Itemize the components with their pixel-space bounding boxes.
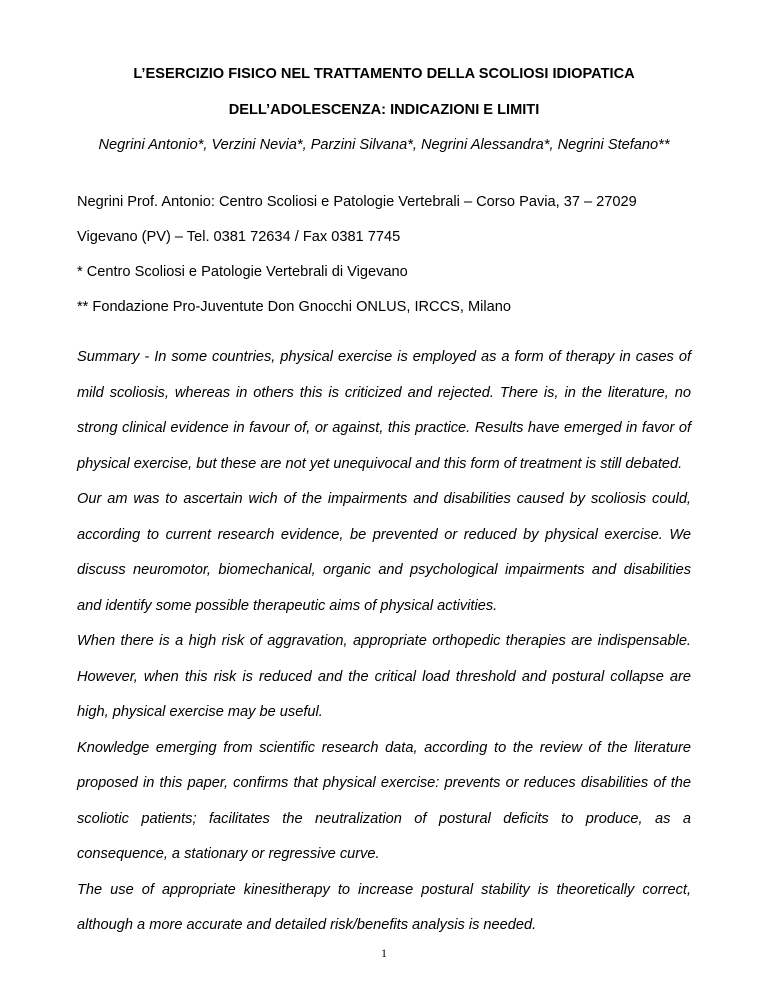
title-line-2: DELL’ADOLESCENZA: INDICAZIONI E LIMITI <box>228 102 540 118</box>
affiliation-address-line-2: Vigevano (PV) – Tel. 0381 72634 / Fax 0381 7745 <box>77 229 401 245</box>
affiliation-address-line-1: Negrini Prof. Antonio: Centro Scoliosi e Patologie Vertebrali – Corso Pavia, 37 – 27029 <box>77 194 637 210</box>
summary-paragraph: When there is a high risk of aggravation, appropriate orthopedic therapies are indispensable. However, when this risk is reduced and the critical load threshold and postural collapse are high, physical exercise may be useful. <box>77 633 691 720</box>
summary-paragraph: The use of appropriate kinesitherapy to increase postural stability is theoretically correct, although a more accurate and detailed risk/benefits analysis is needed. <box>77 881 691 933</box>
summary-section <box>77 340 691 944</box>
affiliation-note-1: * Centro Scoliosi e Patologie Vertebrali di Vigevano <box>77 264 408 280</box>
page-number: 1 <box>381 946 387 960</box>
summary-paragraph: Summary - In some countries, physical exercise is employed as a form of therapy in cases of mild scoliosis, whereas in others this is criticized and rejected. There is, in the literature, no strong clinical evidence in favour of, or against, this practice. Results have emerged in favor of physical exercise, but these are not yet unequivocal and this form of treatment is still debated. <box>77 349 691 472</box>
summary-paragraph: Our am was to ascertain wich of the impairments and disabilities caused by scoliosis could, according to current research evidence, be prevented or reduced by physical exercise. We discuss neuromotor, biomechanical, organic and psychological impairments and disabilities and identify some possible therapeutic aims of physical activities. <box>77 491 691 614</box>
title-line-1: L’ESERCIZIO FISICO NEL TRATTAMENTO DELLA SCOLIOSI IDIOPATICA <box>133 66 635 82</box>
summary-paragraph: Knowledge emerging from scientific research data, according to the review of the literature proposed in this paper, confirms that physical exercise: prevents or reduces disabilities of the scoliotic patients; facilitates the neutralization of postural deficits to produce, as a consequence, a stationary or regressive curve. <box>77 739 691 862</box>
affiliation-note-2: ** Fondazione Pro-Juventute Don Gnocchi ONLUS, IRCCS, Milano <box>77 299 511 315</box>
author-list: Negrini Antonio*, Verzini Nevia*, Parzini Silvana*, Negrini Alessandra*, Negrini Stefano** <box>98 137 670 153</box>
